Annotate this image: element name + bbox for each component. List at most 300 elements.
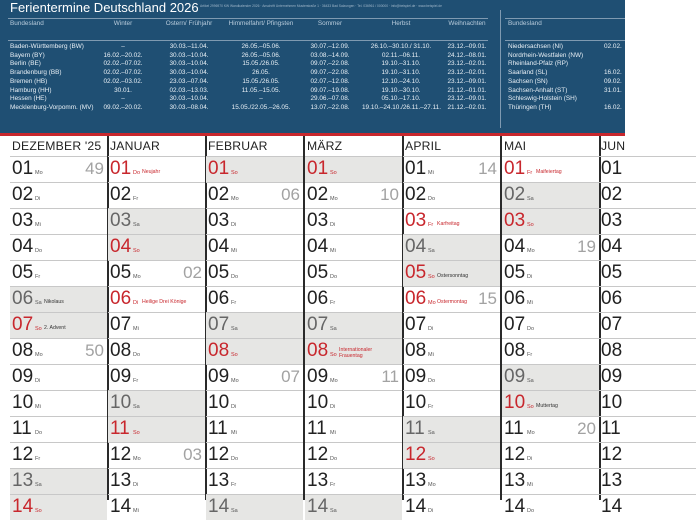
table-cell: 21.12.–01.01. bbox=[447, 86, 487, 94]
day-row bbox=[10, 260, 107, 286]
weekday-label: Di bbox=[133, 482, 139, 488]
day-number: 12 bbox=[12, 444, 34, 465]
day-row bbox=[502, 468, 599, 494]
day-number: 13 bbox=[307, 470, 329, 491]
day-row bbox=[502, 416, 599, 442]
day-number: 08 bbox=[405, 340, 427, 361]
weekday-label: Do bbox=[527, 326, 535, 332]
day-number: 05 bbox=[601, 262, 623, 283]
weekday-label: Fr bbox=[133, 378, 139, 384]
weekday-label: Mo bbox=[35, 352, 43, 358]
table-cell: 29.06.–07.08. bbox=[310, 95, 350, 103]
weekday-label: Sa bbox=[35, 300, 42, 306]
month-header: APRIL bbox=[405, 139, 442, 153]
table-cell: Mecklenburg-Vorpomm. (MV) bbox=[10, 103, 94, 111]
month-header: FEBRUAR bbox=[208, 139, 268, 153]
day-row bbox=[108, 156, 205, 182]
day-row bbox=[108, 442, 205, 468]
weekday-label: Sa bbox=[330, 508, 337, 514]
week-number: 03 bbox=[183, 445, 202, 464]
day-row bbox=[10, 364, 107, 390]
day-number: 05 bbox=[405, 262, 427, 283]
day-row bbox=[599, 156, 696, 182]
day-number: 07 bbox=[504, 314, 526, 335]
day-row bbox=[502, 234, 599, 260]
day-number: 09 bbox=[307, 366, 329, 387]
day-number: 12 bbox=[110, 444, 132, 465]
weekday-label: Sa bbox=[428, 430, 435, 436]
day-row bbox=[599, 182, 696, 208]
day-row bbox=[10, 468, 107, 494]
day-number: 01 bbox=[12, 158, 34, 179]
holiday-label: Muttertag bbox=[536, 403, 558, 409]
day-row bbox=[206, 364, 303, 390]
weekday-label: Fr bbox=[133, 196, 139, 202]
day-row bbox=[305, 338, 402, 364]
weekday-label: Mo bbox=[35, 170, 43, 176]
day-number: 02 bbox=[208, 184, 230, 205]
day-number: 06 bbox=[12, 288, 34, 309]
weekday-label: Fr bbox=[428, 222, 434, 228]
table-cell: 26.05.–05.06. bbox=[241, 43, 281, 50]
table-header-cell: Bundesland bbox=[10, 20, 44, 27]
table-cell: 23.12.–09.01. bbox=[447, 95, 487, 103]
day-row bbox=[305, 416, 402, 442]
weekday-label: Mi bbox=[231, 430, 237, 436]
day-row bbox=[403, 260, 500, 286]
day-row bbox=[599, 442, 696, 468]
table-cell: 09.02. bbox=[604, 77, 622, 85]
table-cell: 30.03.–10.04. bbox=[169, 51, 209, 59]
table-cell: 26.05. bbox=[252, 69, 270, 77]
day-number: 04 bbox=[208, 236, 230, 257]
day-number: 14 bbox=[110, 496, 132, 517]
table-cell: Nordrhein-Westfalen (NW) bbox=[508, 51, 584, 59]
table-cell: 03.08.–14.09. bbox=[310, 51, 350, 59]
weekday-label: Mo bbox=[428, 482, 436, 488]
table-cell: 30.03.–08.04. bbox=[169, 103, 209, 111]
weekday-label: Sa bbox=[133, 222, 140, 228]
day-number: 02 bbox=[110, 184, 132, 205]
day-number: 14 bbox=[12, 496, 34, 517]
day-number: 05 bbox=[504, 262, 526, 283]
day-number: 12 bbox=[208, 444, 230, 465]
day-number: 09 bbox=[405, 366, 427, 387]
day-number: 03 bbox=[601, 210, 623, 231]
day-row bbox=[305, 390, 402, 416]
weekday-label: Mo bbox=[231, 378, 239, 384]
day-number: 14 bbox=[405, 496, 427, 517]
day-row bbox=[599, 494, 696, 520]
day-number: 14 bbox=[601, 496, 623, 517]
day-row bbox=[10, 390, 107, 416]
table-cell: 23.12.–02.01. bbox=[447, 60, 487, 68]
day-number: 14 bbox=[307, 496, 329, 517]
month-column bbox=[403, 136, 500, 517]
weekday-label: So bbox=[527, 404, 534, 410]
weekday-label: Do bbox=[330, 456, 338, 462]
day-row bbox=[599, 260, 696, 286]
week-number: 49 bbox=[85, 159, 104, 178]
day-number: 01 bbox=[504, 158, 526, 179]
weekday-label: Mo bbox=[133, 456, 141, 462]
table-cell: 02.02. bbox=[604, 43, 622, 50]
day-number: 01 bbox=[307, 158, 329, 179]
table-header-cell: Ostern/ Frühjahr bbox=[165, 20, 213, 27]
day-row bbox=[305, 182, 402, 208]
table-cell: 16.02. bbox=[604, 69, 622, 77]
weekday-label: Sa bbox=[35, 482, 42, 488]
day-number: 07 bbox=[307, 314, 329, 335]
day-row bbox=[206, 390, 303, 416]
table-cell: 15.05./26.05. bbox=[242, 77, 280, 85]
weekday-label: Mo bbox=[527, 430, 535, 436]
day-row bbox=[403, 468, 500, 494]
day-number: 13 bbox=[12, 470, 34, 491]
day-number: 13 bbox=[601, 470, 623, 491]
day-number: 03 bbox=[307, 210, 329, 231]
day-row bbox=[599, 208, 696, 234]
weekday-label: Mi bbox=[35, 404, 41, 410]
table-header-cell: Bundesland bbox=[508, 20, 542, 27]
table-cell: 09.07.–19.08. bbox=[310, 86, 350, 94]
day-row bbox=[108, 468, 205, 494]
day-row bbox=[206, 494, 303, 520]
day-row bbox=[108, 390, 205, 416]
week-number: 19 bbox=[577, 237, 596, 256]
week-number: 20 bbox=[577, 419, 596, 438]
table-cell: Sachsen-Anhalt (ST) bbox=[508, 86, 568, 94]
table-cell: 19.10.–31.10. bbox=[381, 60, 421, 68]
table-cell: Hessen (HE) bbox=[10, 95, 47, 103]
weekday-label: Di bbox=[133, 300, 139, 306]
day-number: 04 bbox=[405, 236, 427, 257]
day-row bbox=[305, 286, 402, 312]
day-row bbox=[206, 468, 303, 494]
table-cell: 02.02.–03.02. bbox=[103, 77, 143, 85]
day-row bbox=[403, 416, 500, 442]
day-number: 06 bbox=[405, 288, 427, 309]
weekday-label: Sa bbox=[231, 508, 238, 514]
month-header: MÄRZ bbox=[307, 139, 343, 153]
weekday-label: Mi bbox=[428, 170, 434, 176]
table-header-cell: Himmelfahrt/ Pfingsten bbox=[228, 20, 294, 27]
day-number: 12 bbox=[504, 444, 526, 465]
day-row bbox=[403, 286, 500, 312]
day-row bbox=[305, 468, 402, 494]
day-number: 09 bbox=[110, 366, 132, 387]
day-row bbox=[403, 364, 500, 390]
month-column bbox=[305, 136, 402, 517]
table-cell: 02.11.–06.11. bbox=[381, 51, 421, 59]
table-cell: 11.05.–15.05. bbox=[241, 86, 281, 94]
table-cell: – bbox=[259, 95, 263, 103]
day-row bbox=[10, 234, 107, 260]
day-number: 01 bbox=[405, 158, 427, 179]
day-number: 01 bbox=[110, 158, 132, 179]
day-row bbox=[403, 494, 500, 520]
day-number: 08 bbox=[208, 340, 230, 361]
table-cell: 19.10.–31.10. bbox=[381, 69, 421, 77]
table-cell: 02.03.–13.03. bbox=[169, 86, 209, 94]
holiday-label: Heilige Drei Könige bbox=[142, 299, 187, 305]
day-number: 06 bbox=[307, 288, 329, 309]
table-cell: 15.05./22.05.–26.05. bbox=[231, 103, 291, 111]
day-row bbox=[206, 260, 303, 286]
table-cell: 31.01. bbox=[604, 86, 622, 94]
table-cell: 09.02.–20.02. bbox=[103, 103, 143, 111]
header-rule bbox=[8, 18, 488, 19]
table-cell: – bbox=[121, 95, 125, 103]
day-number: 08 bbox=[504, 340, 526, 361]
weekday-label: Fr bbox=[428, 404, 434, 410]
weekday-label: So bbox=[231, 170, 238, 176]
day-number: 11 bbox=[504, 418, 524, 439]
weekday-label: Fr bbox=[231, 300, 237, 306]
table-cell: 23.12.–09.01. bbox=[447, 77, 487, 85]
table-header-cell: Winter bbox=[113, 20, 133, 27]
day-row bbox=[206, 416, 303, 442]
weekday-label: Fr bbox=[231, 482, 237, 488]
week-number: 50 bbox=[85, 341, 104, 360]
day-row bbox=[305, 208, 402, 234]
table-cell: Bremen (HB) bbox=[10, 77, 48, 85]
day-number: 03 bbox=[504, 210, 526, 231]
publisher-fine-print: Artikel 2996970 KW Wandkalender 2026 · Anschrift Unternehmen Musterstraße 1 · 36433 Bad Salzungen · Tel. 036961 / 000000 · info@beispiel.de · www.beispiel.de bbox=[200, 4, 442, 8]
table-cell: 23.03.–07.04. bbox=[169, 77, 209, 85]
day-row bbox=[305, 234, 402, 260]
table-cell: 19.10.–24.10./26.11.–27.11. bbox=[362, 103, 442, 111]
day-number: 11 bbox=[110, 418, 130, 439]
table-cell: 19.10.–30.10. bbox=[381, 86, 421, 94]
day-row bbox=[108, 260, 205, 286]
weekday-label: Di bbox=[35, 378, 41, 384]
day-row bbox=[108, 338, 205, 364]
month-column bbox=[206, 136, 303, 517]
weekday-label: Di bbox=[330, 404, 336, 410]
weekday-label: So bbox=[527, 222, 534, 228]
weekday-label: Do bbox=[231, 274, 239, 280]
table-cell: – bbox=[121, 43, 125, 50]
day-row bbox=[10, 286, 107, 312]
table-header-cell: Sommer bbox=[317, 20, 343, 27]
table-cell: 26.05.–05.06. bbox=[241, 51, 281, 59]
day-row bbox=[108, 208, 205, 234]
day-row bbox=[305, 442, 402, 468]
day-row bbox=[502, 286, 599, 312]
weekday-label: Mi bbox=[133, 508, 139, 514]
weekday-label: Di bbox=[231, 222, 237, 228]
day-row bbox=[403, 156, 500, 182]
weekday-label: So bbox=[428, 274, 435, 280]
day-row bbox=[599, 234, 696, 260]
day-row bbox=[502, 312, 599, 338]
weekday-label: So bbox=[133, 248, 140, 254]
table-cell: 09.07.–22.08. bbox=[310, 69, 350, 77]
day-number: 07 bbox=[12, 314, 34, 335]
weekday-label: Sa bbox=[428, 248, 435, 254]
day-row bbox=[108, 182, 205, 208]
day-row bbox=[206, 442, 303, 468]
weekday-label: Mo bbox=[330, 378, 338, 384]
weekday-label: Mi bbox=[35, 222, 41, 228]
day-number: 13 bbox=[208, 470, 230, 491]
day-row bbox=[108, 416, 205, 442]
day-number: 11 bbox=[601, 418, 621, 439]
weekday-label: Mi bbox=[428, 352, 434, 358]
day-row bbox=[305, 156, 402, 182]
day-number: 10 bbox=[405, 392, 427, 413]
week-number: 11 bbox=[381, 367, 399, 386]
weekday-label: So bbox=[231, 352, 238, 358]
day-number: 05 bbox=[307, 262, 329, 283]
table-cell: 09.07.–22.08. bbox=[310, 60, 350, 68]
table-header-cell: Weihnachten bbox=[448, 20, 486, 27]
day-row bbox=[10, 338, 107, 364]
table-cell: Brandenburg (BB) bbox=[10, 69, 62, 77]
day-row bbox=[599, 390, 696, 416]
holiday-label: Ostermontag bbox=[437, 299, 467, 305]
day-number: 09 bbox=[601, 366, 623, 387]
table-cell: Sachsen (SN) bbox=[508, 77, 548, 85]
day-row bbox=[108, 286, 205, 312]
day-row bbox=[206, 208, 303, 234]
day-number: 05 bbox=[110, 262, 132, 283]
day-row bbox=[502, 156, 599, 182]
holiday-label: Internationaler Frauentag bbox=[339, 347, 373, 359]
day-number: 04 bbox=[601, 236, 623, 257]
table-header-cell: Herbst bbox=[391, 20, 411, 27]
month-column bbox=[10, 136, 107, 517]
day-number: 14 bbox=[208, 496, 230, 517]
table-cell: 21.12.–02.01. bbox=[447, 103, 487, 111]
weekday-label: Do bbox=[35, 430, 43, 436]
day-number: 02 bbox=[601, 184, 623, 205]
day-number: 09 bbox=[208, 366, 230, 387]
day-row bbox=[10, 312, 107, 338]
month-column bbox=[502, 136, 599, 517]
table-cell: Saarland (SL) bbox=[508, 69, 548, 77]
day-row bbox=[502, 442, 599, 468]
day-number: 03 bbox=[405, 210, 427, 231]
day-row bbox=[403, 182, 500, 208]
table-cell: 30.03.–10.04. bbox=[169, 69, 209, 77]
day-number: 02 bbox=[307, 184, 329, 205]
weekday-label: Fr bbox=[527, 170, 533, 176]
month-header: MAI bbox=[504, 139, 527, 153]
table-cell: 16.02.–20.02. bbox=[103, 51, 143, 59]
day-row bbox=[206, 312, 303, 338]
day-row bbox=[10, 416, 107, 442]
day-row bbox=[502, 260, 599, 286]
day-row bbox=[206, 286, 303, 312]
day-number: 03 bbox=[208, 210, 230, 231]
weekday-label: So bbox=[35, 326, 42, 332]
day-number: 08 bbox=[110, 340, 132, 361]
day-number: 08 bbox=[12, 340, 34, 361]
weekday-label: Mo bbox=[330, 196, 338, 202]
day-number: 10 bbox=[110, 392, 132, 413]
day-row bbox=[108, 494, 205, 520]
weekday-label: Do bbox=[428, 196, 436, 202]
weekday-label: Do bbox=[35, 248, 43, 254]
day-number: 04 bbox=[12, 236, 34, 257]
weekday-label: Mi bbox=[231, 248, 237, 254]
day-number: 07 bbox=[208, 314, 230, 335]
day-number: 07 bbox=[601, 314, 623, 335]
holidays-title: Ferientermine Deutschland 2026 bbox=[10, 0, 199, 15]
weekday-label: Mo bbox=[428, 300, 436, 306]
weekday-label: Di bbox=[428, 326, 434, 332]
holiday-label: Karfreitag bbox=[437, 221, 460, 227]
table-cell: 30.07.–12.09. bbox=[310, 43, 350, 50]
table-cell: Thüringen (TH) bbox=[508, 103, 552, 111]
day-number: 12 bbox=[405, 444, 427, 465]
table-cell: 13.07.–22.08. bbox=[310, 103, 350, 111]
day-number: 01 bbox=[601, 158, 623, 179]
day-number: 09 bbox=[12, 366, 34, 387]
day-number: 04 bbox=[110, 236, 132, 257]
weekday-label: Do bbox=[231, 456, 239, 462]
day-number: 11 bbox=[307, 418, 327, 439]
day-row bbox=[599, 286, 696, 312]
table-cell: 24.12.–08.01. bbox=[447, 51, 487, 59]
month-header: JUN bbox=[601, 139, 626, 153]
weekday-label: Mi bbox=[527, 300, 533, 306]
day-number: 10 bbox=[601, 392, 623, 413]
day-row bbox=[403, 312, 500, 338]
weekday-label: Di bbox=[527, 456, 533, 462]
header-rule bbox=[505, 18, 625, 19]
weekday-label: Sa bbox=[527, 378, 534, 384]
day-row bbox=[206, 234, 303, 260]
weekday-label: Di bbox=[231, 404, 237, 410]
holiday-label: Ostersonntag bbox=[437, 273, 469, 279]
day-row bbox=[599, 338, 696, 364]
day-row bbox=[10, 494, 107, 520]
day-number: 08 bbox=[307, 340, 329, 361]
table-cell: 12.10.–24.10. bbox=[381, 77, 421, 85]
day-number: 11 bbox=[12, 418, 32, 439]
day-row bbox=[502, 364, 599, 390]
day-row bbox=[599, 364, 696, 390]
table-cell: 23.12.–09.01. bbox=[447, 43, 487, 50]
header-rule bbox=[8, 40, 488, 41]
day-number: 10 bbox=[307, 392, 329, 413]
day-number: 02 bbox=[12, 184, 34, 205]
weekday-label: So bbox=[428, 456, 435, 462]
day-number: 06 bbox=[110, 288, 132, 309]
day-row bbox=[206, 182, 303, 208]
week-number: 10 bbox=[380, 185, 399, 204]
weekday-label: Mo bbox=[231, 196, 239, 202]
weekday-label: Di bbox=[527, 274, 533, 280]
day-number: 11 bbox=[208, 418, 228, 439]
day-row bbox=[206, 338, 303, 364]
table-cell: 02.02.–07.02. bbox=[103, 69, 143, 77]
day-number: 08 bbox=[601, 340, 623, 361]
day-number: 06 bbox=[504, 288, 526, 309]
calendar-grid bbox=[0, 136, 626, 517]
weekday-label: Do bbox=[133, 170, 141, 176]
day-number: 11 bbox=[405, 418, 425, 439]
day-row bbox=[502, 208, 599, 234]
week-number: 15 bbox=[478, 289, 497, 308]
day-row bbox=[403, 442, 500, 468]
day-number: 07 bbox=[405, 314, 427, 335]
day-row bbox=[502, 390, 599, 416]
day-row bbox=[502, 338, 599, 364]
